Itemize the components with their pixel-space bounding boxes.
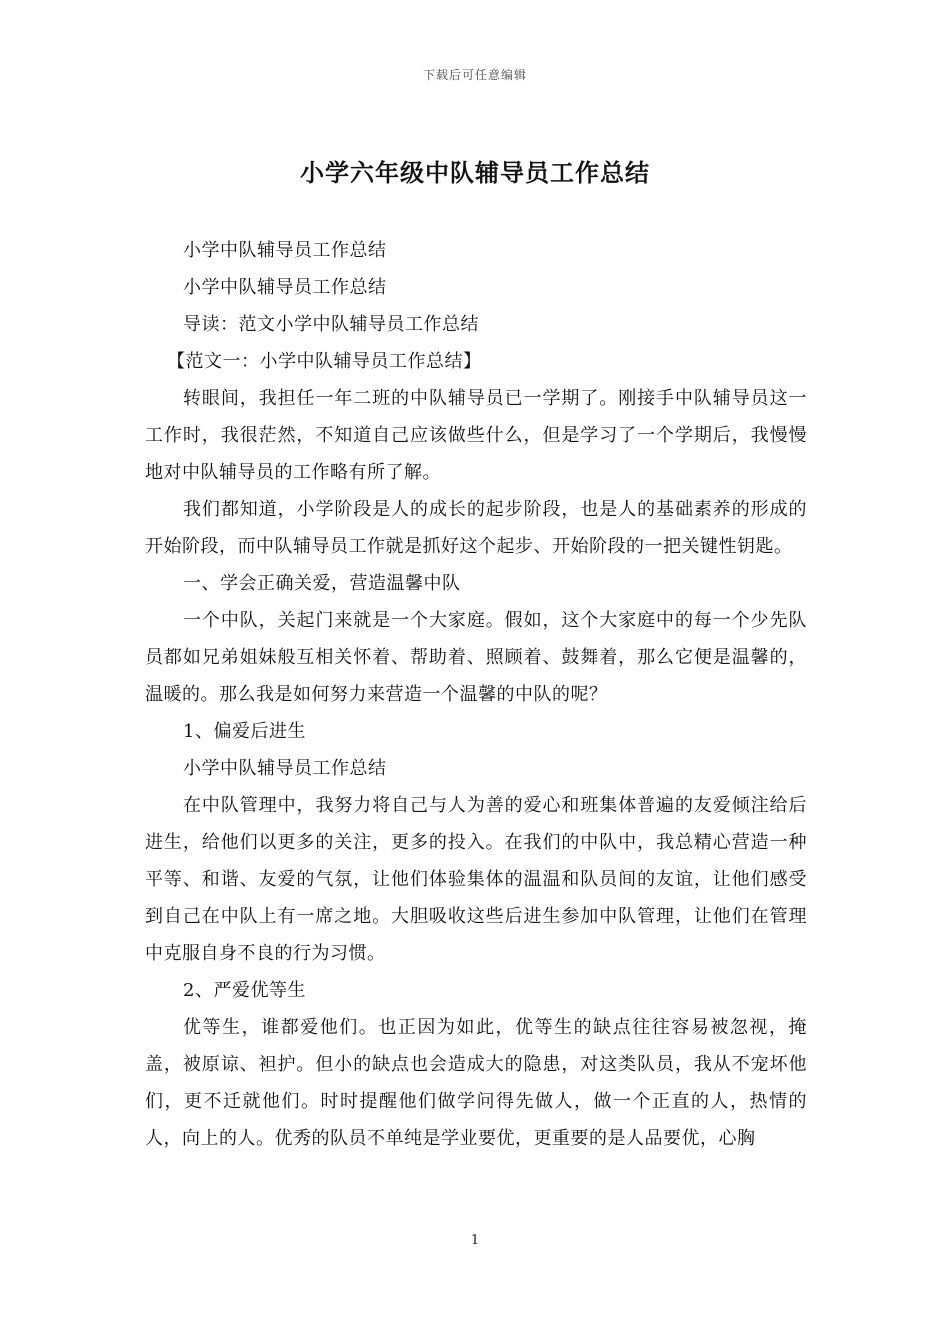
paragraph-intro: 转眼间，我担任一年二班的中队辅导员已一学期了。刚接手中队辅导员这一工作时，我很茫然，不知道自己应该做些什么，但是学习了一个学期后，我慢慢地对中队辅导员的工作略有所了解。 (145, 388, 807, 483)
paragraph-top-students: 优等生，谁都爱他们。也正因为如此，优等生的缺点往往容易被忽视，掩盖，被原谅、袒护。但小的缺点也会造成大的隐患，对这类队员，我从不宠坏他们，更不迁就他们。时时提醒他们做学问得先做人，做一个正直的人，热情的人，向上的人。优秀的队员不单纯是学业要优，更重要的是人品要优，心胸 (145, 1017, 807, 1149)
document-body (145, 232, 807, 1157)
paragraph-stage: 我们都知道，小学阶段是人的成长的起步阶段，也是人的基础素养的形成的开始阶段，而中队辅导员工作就是抓好这个起步、开始阶段的一把关键性钥匙。 (145, 499, 807, 557)
paragraph-subtitle-2: 小学中队辅导员工作总结 (183, 277, 387, 298)
paragraph-guide: 导读：范文小学中队辅导员工作总结 (183, 314, 479, 335)
page-number: 1 (470, 1233, 480, 1248)
paragraph-subtitle-1: 小学中队辅导员工作总结 (183, 240, 387, 261)
paragraph-family: 一个中队，关起门来就是一个大家庭。假如，这个大家庭中的每一个少先队员都如兄弟姐妹般互相关怀着、帮助着、照顾着、鼓舞着，那么它便是温馨的，温暖的。那么我是如何努力来营造一个温馨的中队的呢？ (145, 610, 807, 705)
section-heading-1: 一、学会正确关爱，营造温馨中队 (183, 573, 461, 594)
subsection-heading-2: 2、严爱优等生 (183, 980, 306, 1001)
paragraph-sample-heading: 【范文一：小学中队辅导员工作总结】 (167, 351, 482, 372)
paragraph-subtitle-3: 小学中队辅导员工作总结 (183, 758, 387, 779)
document-title: 小学六年级中队辅导员工作总结 (300, 158, 650, 187)
paragraph-underachievers: 在中队管理中，我努力将自己与人为善的爱心和班集体普遍的友爱倾注给后进生，给他们以更多的关注，更多的投入。在我们的中队中，我总精心营造一种平等、和谐、友爱的气氛，让他们体验集体的温温和队员间的友谊，让他们感受到自己在中队上有一席之地。大胆吸收这些后进生参加中队管理，让他们在管理中克服自身不良的行为习惯。 (145, 795, 807, 964)
header-note: 下载后可任意编辑 (422, 68, 527, 82)
subsection-heading-1: 1、偏爱后进生 (183, 721, 306, 742)
